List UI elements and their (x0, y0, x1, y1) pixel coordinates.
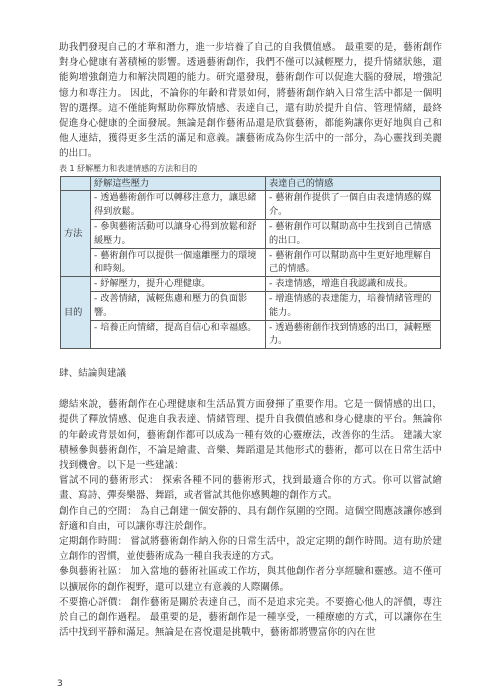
table-header-row (61, 176, 441, 191)
col-header-relieve-stress: 紓解這些壓力 (91, 176, 266, 191)
table-cell: - 參與藝術活動可以讓身心得到放鬆和舒緩壓力。 (91, 220, 266, 249)
section-heading: 肆、結論與建議 (59, 368, 127, 380)
table-cell: - 表達情感，增進自我認識和成長。 (266, 277, 441, 292)
page-content (59, 40, 442, 640)
conclusion-paragraph: 總結來說，藝術創作在心理健康和生活品質方面發揮了重要作用。它是一個情感的出口，提供了釋放情感、促進自我表達、情緒管理、提升自我價值感和身心健康的平台。無論你的年齡或背景如何，藝術創作都可以成為一種有效的心靈療法，改善你的生活。 建議大家積極參與藝術創作，不論是繪畫、音樂、舞蹈還是其他形式的藝術，都可以在日常生活中找到機會。以下是一些建議： (59, 399, 442, 471)
page-number: 3 (57, 679, 63, 689)
suggestion-item: 參與藝術社區： 加入當地的藝術社區或工作坊，與其他創作者分享經驗和靈感。這不僅可以擴展你的創作視野，還可以建立有意義的人際關係。 (59, 566, 442, 593)
suggestion-item: 嘗試不同的藝術形式： 探索各種不同的藝術形式，找到最適合你的方式。你可以嘗試繪畫、寫詩、彈奏樂器、舞蹈，或者嘗試其他你感興趣的創作方式。 (59, 475, 442, 502)
table-cell: - 透過藝術創作找到情感的出口，減輕壓力。 (266, 320, 441, 349)
table-cell: - 培養正向情緒，提高自信心和幸福感。 (91, 320, 266, 349)
suggestion-item: 定期創作時間： 嘗試將藝術創作納入你的日常生活中，設定定期的創作時間。這有助於建立創作的習慣，並使藝術成為一種自我表達的方式。 (59, 536, 442, 563)
col-header-express-emotion: 表達自己的情感 (266, 176, 441, 191)
table-cell: - 透過藝術創作可以轉移注意力，讓思緒得到放鬆。 (91, 191, 266, 220)
table-cell: - 改善情緒，減輕焦慮和壓力的負面影響。 (91, 292, 266, 321)
table-row (61, 248, 441, 277)
table-row (61, 220, 441, 249)
suggestion-item: 創作自己的空間： 為自己創建一個安靜的、具有創作氛圍的空間。這個空間應該讓你感到舒適和自由，可以讓你專注於創作。 (59, 505, 442, 532)
table-row (61, 191, 441, 220)
table-row (61, 292, 441, 321)
suggestion-item: 不要擔心評價： 創作藝術是關於表達自己，而不是追求完美。不要擔心他人的評價，專注於自己的創作過程。 最重要的是，藝術創作是一種享受，一種療癒的方式，可以讓你在生活中找到平靜和滿足。無論是在喜悅還是挑戰中，藝術都將豐富你的內在世 (59, 596, 442, 639)
table-row (61, 320, 441, 349)
table-caption: 表 1 紓解壓力和表達情感的方法和目的 (59, 163, 198, 173)
row-label-purpose: 目的 (61, 277, 91, 349)
row-label-method: 方法 (61, 191, 91, 277)
methods-table (60, 176, 441, 350)
table-cell: - 紓解壓力，提升心理健康。 (91, 277, 266, 292)
table-cell: - 藝術創作可以提供一個遠離壓力的環境和時刻。 (91, 248, 266, 277)
table-cell: - 藝術創作提供了一個自由表達情感的媒介。 (266, 191, 441, 220)
table-cell: - 藝術創作可以幫助高中生更好地理解自己的情感。 (266, 248, 441, 277)
table-corner-cell (61, 176, 91, 191)
intro-paragraph: 助我們發現自己的才華和潛力，進一步培養了自己的自我價值感。 最重要的是，藝術創作對身心健康有著積極的影響。透過藝術創作，我們不僅可以減輕壓力，提升情緒狀態，還能夠增強創造力和解決問題的能力。研究還發現，藝術創作可以促進大腦的發展，增強記憶力和專注力。 因此，不論你的年齡和背景如何，將藝術創作納入日常生活中都是一個明智的選擇。這不僅能夠幫助你釋放情感、表達自己，還有助於提升自信、管理情緒，最終促進身心健康的全面發展。無論是創作藝術品還是欣賞藝術，都能夠讓你更好地與自己和他人連結，獲得更多生活的滿足和意義。讓藝術成為你生活中的一部分，為心靈找到美麗的出口。 (59, 42, 442, 160)
table-cell: - 增進情感的表達能力，培養情緒管理的能力。 (266, 292, 441, 321)
table-row (61, 277, 441, 292)
table-cell: - 藝術創作可以幫助高中生找到自己情感的出口。 (266, 220, 441, 249)
